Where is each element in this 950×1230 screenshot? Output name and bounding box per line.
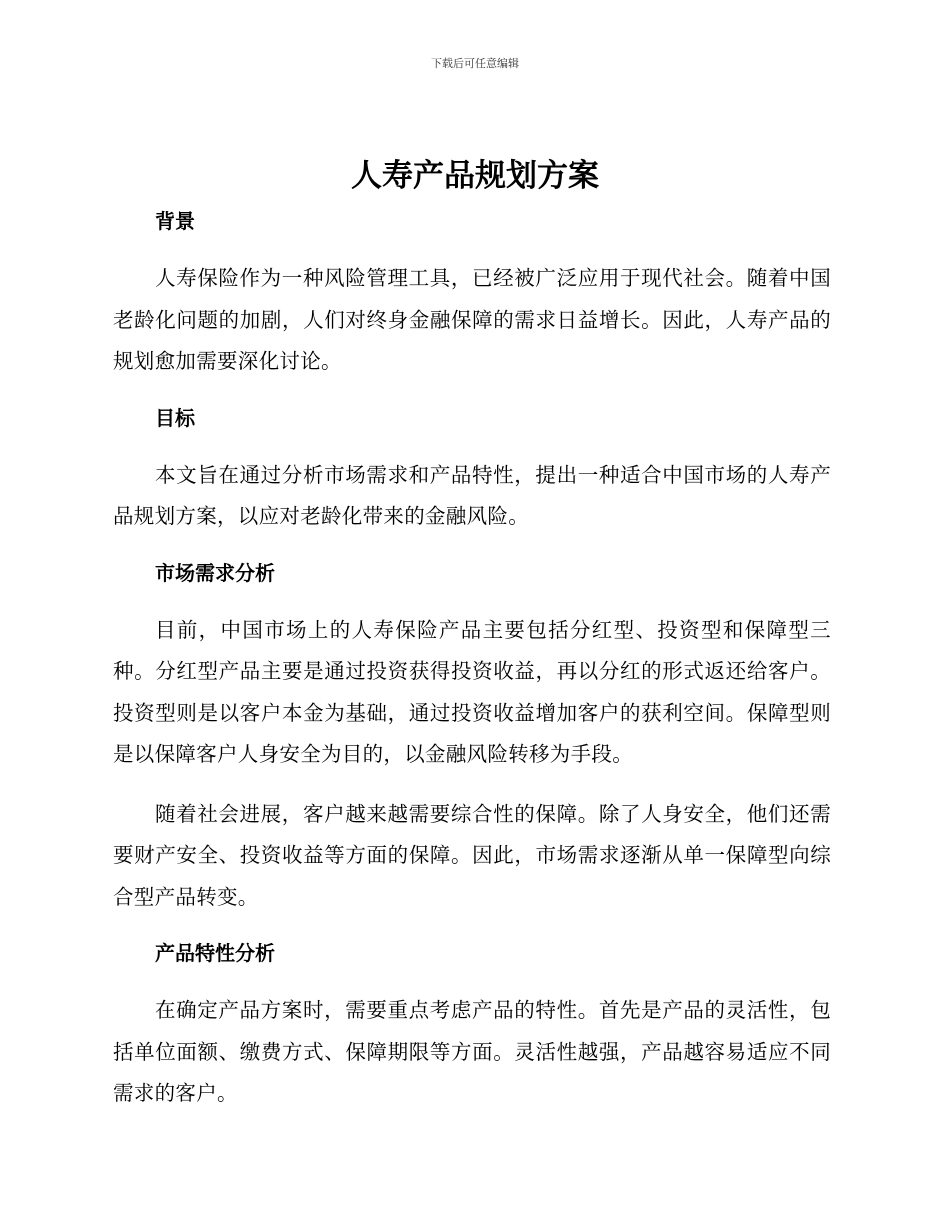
header-note: 下载后可任意编辑 xyxy=(431,57,519,70)
section-heading: 背景 xyxy=(155,209,195,233)
paragraph: 在确定产品方案时，需要重点考虑产品的特性。首先是产品的灵活性，包括单位面额、缴费方式、保障期限等方面。灵活性越强，产品越容易适应不同需求的客户。 xyxy=(113,998,831,1105)
section-heading: 目标 xyxy=(155,405,195,430)
document-body xyxy=(113,204,831,1115)
section-product-features xyxy=(113,936,831,1115)
paragraph: 本文旨在通过分析市场需求和产品特性，提出一种适合中国市场的人寿产品规划方案，以应对老龄化带来的金融风险。 xyxy=(113,462,831,528)
section-market-demand xyxy=(113,556,831,937)
paragraph: 目前，中国市场上的人寿保险产品主要包括分红型、投资型和保障型三种。分红型产品主要是通过投资获得投资收益，再以分红的形式返还给客户。投资型则是以客户本金为基础，通过投资收益增加客户的获利空间。保障型则是以保障客户人身安全为目的，以金融风险转移为手段。 xyxy=(113,617,831,766)
section-heading: 产品特性分析 xyxy=(155,941,275,965)
section-background xyxy=(113,204,831,401)
paragraph: 随着社会进展，客户越来越需要综合性的保障。除了人身安全，他们还需要财产安全、投资收益等方面的保障。因此，市场需求逐渐从单一保障型向综合型产品转变。 xyxy=(113,801,831,909)
paragraph: 人寿保险作为一种风险管理工具，已经被广泛应用于现代社会。随着中国老龄化问题的加剧，人们对终身金融保障的需求日益增长。因此，人寿产品的规划愈加需要深化讨论。 xyxy=(113,266,831,373)
section-heading: 市场需求分析 xyxy=(155,560,275,585)
document-title: 人寿产品规划方案 xyxy=(351,158,599,194)
section-goal xyxy=(113,401,831,556)
